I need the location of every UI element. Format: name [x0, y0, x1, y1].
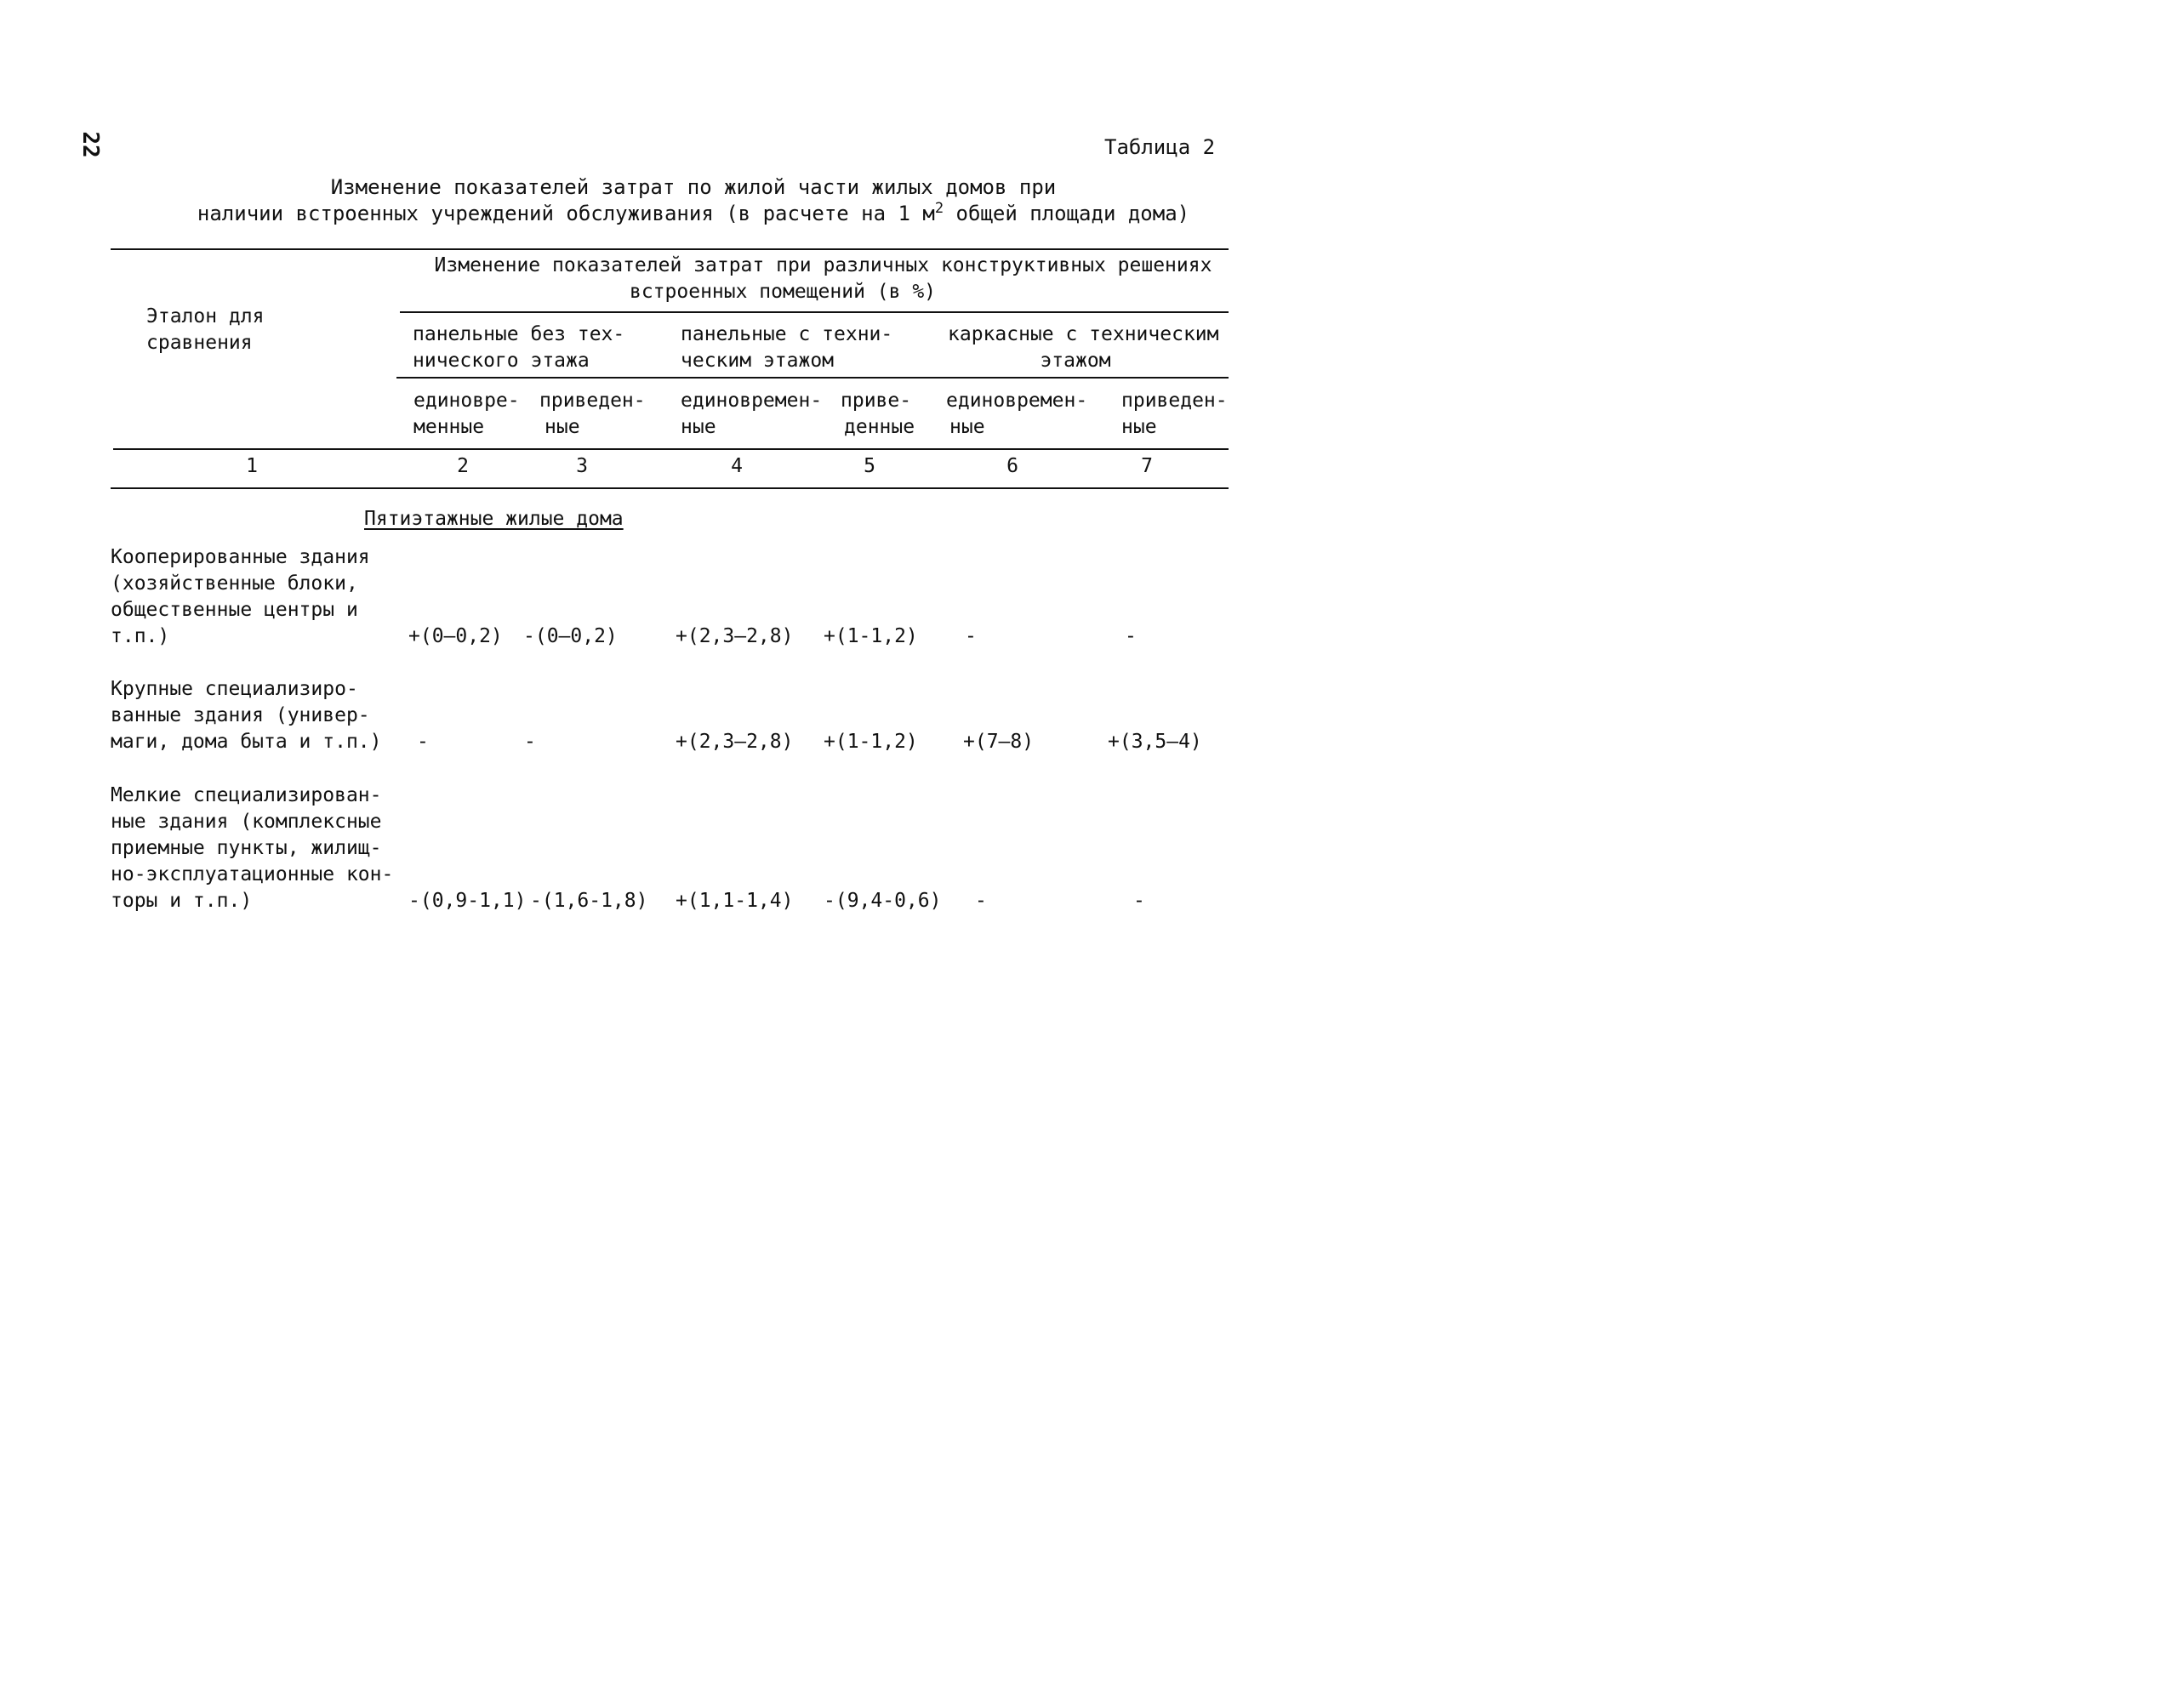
subgroup-2-line2: ческим этажом [681, 350, 835, 372]
row3-label-line5: торы и т.п.) [111, 890, 253, 912]
table-top-rule [111, 248, 1229, 250]
col1-header-line1: Эталон для [146, 305, 265, 327]
group-header-rule [400, 311, 1229, 313]
table-title-line1: Изменение показателей затрат по жилой части жилых домов при [330, 175, 1057, 199]
group-header-line1: Изменение показателей затрат при различных конструктивных решениях [434, 254, 1212, 276]
row2-col7: +(3,5–4) [1108, 731, 1202, 753]
subcol-5-line2: денные [844, 416, 915, 438]
row1-col4: +(2,3–2,8) [676, 625, 794, 647]
row1-label-line1: Кооперированные здания [111, 546, 370, 568]
title-line2-part-b: общей площади дома) [944, 202, 1190, 225]
header-bottom-rule [113, 448, 1229, 450]
col1-header-line2: сравнения [146, 332, 253, 354]
row3-col7: - [1133, 890, 1145, 912]
column-number-1: 1 [246, 455, 258, 477]
column-number-6: 6 [1006, 455, 1018, 477]
column-number-5: 5 [864, 455, 875, 477]
title-line2-part-a: наличии встроенных учреждений обслуживания (в расчете на 1 м [197, 202, 935, 225]
subgroup-1-line2: нического этажа [413, 350, 590, 372]
row3-col5: -(9,4-0,6) [824, 890, 942, 912]
row2-col4: +(2,3–2,8) [676, 731, 794, 753]
row3-col2: -(0,9-1,1) [408, 890, 527, 912]
subgroup-2-line1: панельные с техни- [681, 323, 893, 345]
row3-label-line3: приемные пункты, жилищ- [111, 837, 382, 859]
column-number-2: 2 [457, 455, 469, 477]
group-header-line2: встроенных помещений (в %) [629, 281, 937, 303]
subcol-3-line2: ные [545, 416, 580, 438]
title-superscript: 2 [934, 200, 944, 217]
row1-label-line4: т.п.) [111, 625, 170, 647]
column-numbers-rule [111, 487, 1229, 489]
row1-col7: - [1125, 625, 1137, 647]
subcol-5-line1: приве- [841, 390, 912, 412]
subgroup-1-line1: панельные без тех- [413, 323, 625, 345]
section-title: Пятиэтажные жилые дома [364, 508, 624, 530]
table-title-line2 [170, 201, 1217, 227]
column-number-4: 4 [731, 455, 743, 477]
subcol-2-line2: менные [413, 416, 485, 438]
row1-col6: - [965, 625, 977, 647]
row1-label-line3: общественные центры и [111, 599, 358, 621]
row2-col3: - [524, 731, 536, 753]
row3-col4: +(1,1-1,4) [676, 890, 794, 912]
row3-col3: -(1,6-1,8) [530, 890, 648, 912]
row2-col5: +(1-1,2) [824, 731, 918, 753]
row1-col3: -(0–0,2) [523, 625, 618, 647]
row3-col6: - [975, 890, 987, 912]
row2-col6: +(7–8) [963, 731, 1035, 753]
subcol-6-line2: ные [949, 416, 985, 438]
row3-label-line4: но-эксплуатационные кон- [111, 863, 394, 885]
row1-label-line2: (хозяйственные блоки, [111, 572, 358, 595]
row3-label-line1: Мелкие специализирован- [111, 784, 382, 806]
subcol-2-line1: единовре- [413, 390, 520, 412]
subcol-7-line1: приведен- [1121, 390, 1228, 412]
row1-col5: +(1-1,2) [824, 625, 918, 647]
subgroup-3-line2: этажом [1040, 350, 1111, 372]
row2-label-line2: ванные здания (универ- [111, 704, 370, 726]
row2-label-line3: маги, дома быта и т.п.) [111, 731, 382, 753]
subcol-4-line1: единовремен- [681, 390, 823, 412]
subcol-6-line1: единовремен- [946, 390, 1088, 412]
row1-col2: +(0–0,2) [408, 625, 503, 647]
column-number-3: 3 [576, 455, 588, 477]
column-number-7: 7 [1141, 455, 1153, 477]
table-label: Таблица 2 [1104, 135, 1216, 159]
row2-col2: - [417, 731, 429, 753]
subcol-3-line1: приведен- [539, 390, 646, 412]
subgroup-header-rule [396, 377, 1229, 379]
subcol-7-line2: ные [1121, 416, 1157, 438]
subgroup-3-line1: каркасные с техническим [948, 323, 1219, 345]
subcol-4-line2: ные [681, 416, 716, 438]
row3-label-line2: ные здания (комплексные [111, 811, 382, 833]
page-number: 22 [77, 131, 103, 158]
row2-label-line1: Крупные специализиро- [111, 678, 358, 700]
